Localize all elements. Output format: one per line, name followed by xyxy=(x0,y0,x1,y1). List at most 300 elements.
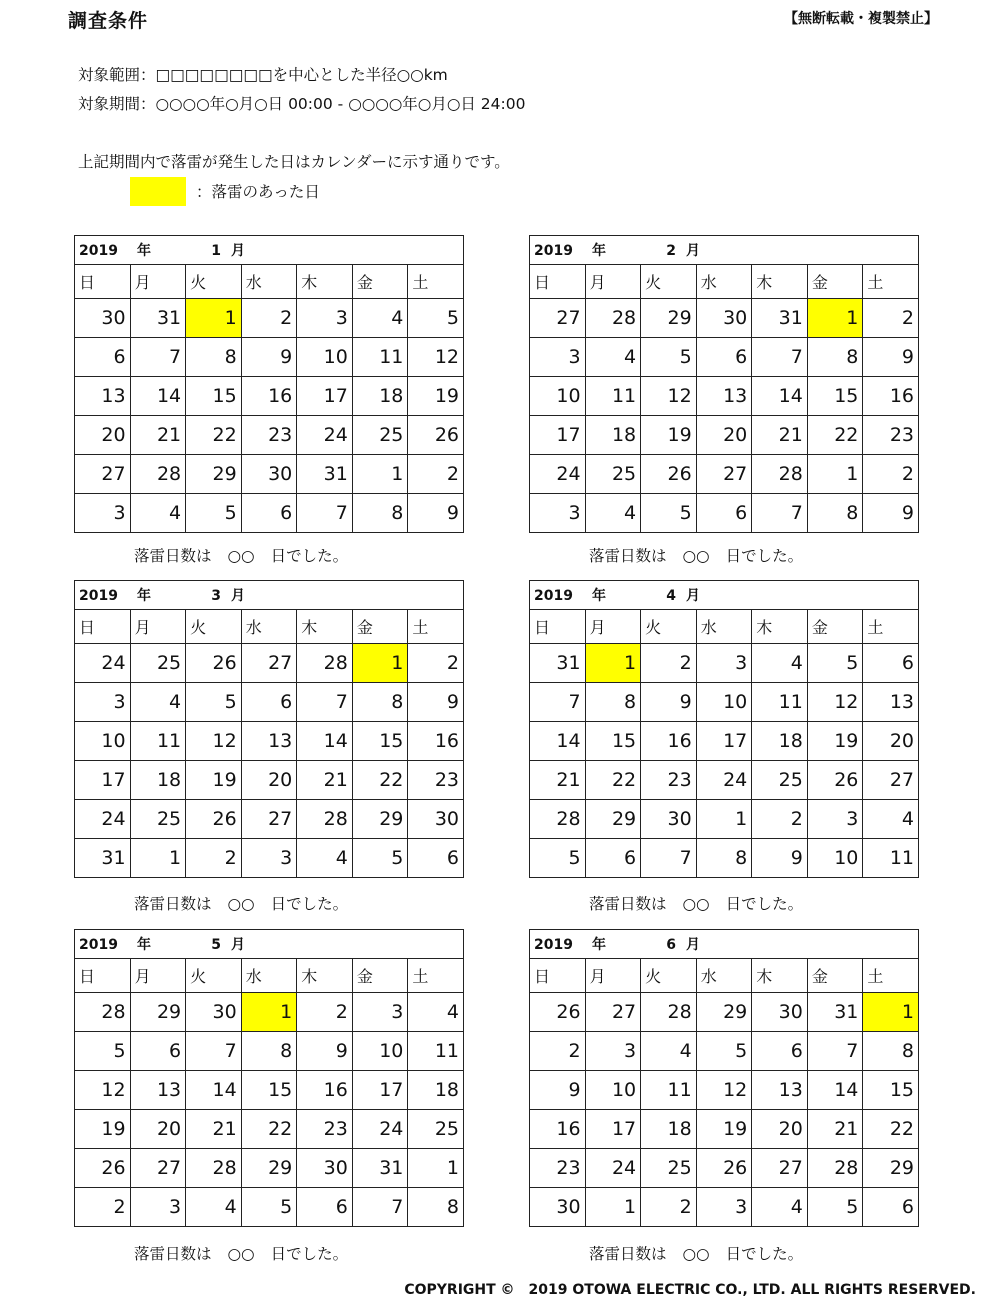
weekday-header: 木 xyxy=(752,610,808,644)
calendar-month: 2 xyxy=(666,243,676,259)
day-cell: 19 xyxy=(641,416,697,455)
day-cell: 4 xyxy=(186,1188,242,1227)
weekday-header: 日 xyxy=(75,610,131,644)
summary-suffix: 日でした。 xyxy=(270,895,349,913)
month-suffix: 月 xyxy=(231,937,245,953)
day-cell: 10 xyxy=(297,338,353,377)
day-cell: 15 xyxy=(863,1071,919,1110)
weekday-header: 木 xyxy=(297,265,353,299)
summary-prefix: 落雷日数は xyxy=(589,547,667,565)
day-cell: 6 xyxy=(408,839,464,878)
weekday-header: 水 xyxy=(696,265,752,299)
day-cell: 15 xyxy=(352,722,408,761)
year-suffix: 年 xyxy=(592,588,606,604)
day-cell: 27 xyxy=(75,455,131,494)
month-suffix: 月 xyxy=(231,243,245,259)
day-cell: 5 xyxy=(641,494,697,533)
lightning-days-summary xyxy=(134,892,348,914)
day-cell: 16 xyxy=(408,722,464,761)
day-cell: 13 xyxy=(696,377,752,416)
month-calendar xyxy=(74,580,464,878)
day-cell: 30 xyxy=(408,800,464,839)
weekday-header: 月 xyxy=(585,265,641,299)
day-cell: 22 xyxy=(863,1110,919,1149)
day-cell: 9 xyxy=(863,494,919,533)
day-cell: 28 xyxy=(297,800,353,839)
day-cell: 23 xyxy=(241,416,297,455)
calendar-year: 2019 xyxy=(534,937,573,953)
day-cell: 10 xyxy=(352,1032,408,1071)
day-cell: 17 xyxy=(352,1071,408,1110)
weekday-header: 火 xyxy=(186,265,242,299)
day-cell: 12 xyxy=(186,722,242,761)
day-cell: 30 xyxy=(641,800,697,839)
weekday-header: 金 xyxy=(352,959,408,993)
day-cell: 5 xyxy=(807,644,863,683)
month-suffix: 月 xyxy=(686,243,700,259)
day-cell: 14 xyxy=(130,377,186,416)
month-calendar xyxy=(529,235,919,533)
day-cell: 2 xyxy=(530,1032,586,1071)
day-cell: 5 xyxy=(186,494,242,533)
day-cell: 18 xyxy=(752,722,808,761)
day-cell: 3 xyxy=(75,683,131,722)
day-cell: 12 xyxy=(696,1071,752,1110)
summary-suffix: 日でした。 xyxy=(725,1245,804,1263)
day-cell: 16 xyxy=(297,1071,353,1110)
day-cell: 4 xyxy=(752,1188,808,1227)
lightning-day-cell: 1 xyxy=(241,993,297,1032)
day-cell: 19 xyxy=(696,1110,752,1149)
day-cell: 7 xyxy=(752,338,808,377)
day-cell: 8 xyxy=(186,338,242,377)
day-cell: 26 xyxy=(641,455,697,494)
day-cell: 16 xyxy=(530,1110,586,1149)
calendar-title xyxy=(75,581,464,610)
day-cell: 2 xyxy=(408,644,464,683)
day-cell: 5 xyxy=(807,1188,863,1227)
calendar-table xyxy=(529,929,919,1227)
day-cell: 23 xyxy=(297,1110,353,1149)
day-cell: 15 xyxy=(241,1071,297,1110)
day-cell: 6 xyxy=(585,839,641,878)
day-cell: 24 xyxy=(530,455,586,494)
day-cell: 8 xyxy=(585,683,641,722)
day-cell: 23 xyxy=(641,761,697,800)
day-cell: 30 xyxy=(297,1149,353,1188)
day-cell: 5 xyxy=(241,1188,297,1227)
calendar-month: 3 xyxy=(211,588,221,604)
day-cell: 21 xyxy=(752,416,808,455)
day-cell: 21 xyxy=(130,416,186,455)
day-cell: 1 xyxy=(585,1188,641,1227)
day-cell: 6 xyxy=(130,1032,186,1071)
day-cell: 8 xyxy=(352,494,408,533)
weekday-header: 水 xyxy=(696,959,752,993)
lightning-day-cell: 1 xyxy=(863,993,919,1032)
weekday-header: 木 xyxy=(297,959,353,993)
day-cell: 18 xyxy=(641,1110,697,1149)
day-cell: 26 xyxy=(186,800,242,839)
day-cell: 2 xyxy=(752,800,808,839)
day-cell: 26 xyxy=(530,993,586,1032)
day-cell: 5 xyxy=(352,839,408,878)
day-cell: 18 xyxy=(408,1071,464,1110)
day-cell: 21 xyxy=(530,761,586,800)
weekday-header: 金 xyxy=(807,265,863,299)
day-cell: 20 xyxy=(241,761,297,800)
day-cell: 7 xyxy=(641,839,697,878)
day-cell: 6 xyxy=(297,1188,353,1227)
calendar-month: 4 xyxy=(666,588,676,604)
day-cell: 28 xyxy=(530,800,586,839)
day-cell: 13 xyxy=(752,1071,808,1110)
month-suffix: 月 xyxy=(686,937,700,953)
day-cell: 12 xyxy=(807,683,863,722)
calendar-title xyxy=(75,930,464,959)
day-cell: 24 xyxy=(75,800,131,839)
day-cell: 8 xyxy=(241,1032,297,1071)
summary-prefix: 落雷日数は xyxy=(134,1245,212,1263)
day-cell: 6 xyxy=(696,338,752,377)
lightning-days-summary xyxy=(134,544,348,566)
day-cell: 28 xyxy=(130,455,186,494)
day-cell: 3 xyxy=(352,993,408,1032)
day-cell: 29 xyxy=(585,800,641,839)
summary-prefix: 落雷日数は xyxy=(134,547,212,565)
day-cell: 9 xyxy=(752,839,808,878)
day-cell: 25 xyxy=(752,761,808,800)
year-suffix: 年 xyxy=(137,588,151,604)
day-cell: 15 xyxy=(585,722,641,761)
day-cell: 4 xyxy=(352,299,408,338)
lightning-days-summary xyxy=(134,1242,348,1264)
weekday-header: 木 xyxy=(752,959,808,993)
day-cell: 4 xyxy=(752,644,808,683)
day-cell: 22 xyxy=(352,761,408,800)
day-cell: 14 xyxy=(297,722,353,761)
day-cell: 5 xyxy=(75,1032,131,1071)
day-cell: 25 xyxy=(408,1110,464,1149)
day-cell: 13 xyxy=(130,1071,186,1110)
day-cell: 2 xyxy=(297,993,353,1032)
weekday-header: 土 xyxy=(863,959,919,993)
day-cell: 24 xyxy=(352,1110,408,1149)
day-cell: 28 xyxy=(297,644,353,683)
calendar-table xyxy=(529,580,919,878)
day-cell: 13 xyxy=(863,683,919,722)
target-range: 対象範囲：□□□□□□□□を中心とした半径○○km xyxy=(78,66,448,84)
day-cell: 8 xyxy=(807,494,863,533)
calendar-year: 2019 xyxy=(79,937,118,953)
copyright-notice: COPYRIGHT © 2019 OTOWA ELECTRIC CO., LTD. ALL RIGHTS RESERVED. xyxy=(404,1282,976,1298)
day-cell: 20 xyxy=(752,1110,808,1149)
lightning-days-summary xyxy=(589,1242,803,1264)
day-cell: 3 xyxy=(297,299,353,338)
day-cell: 1 xyxy=(352,455,408,494)
day-cell: 29 xyxy=(863,1149,919,1188)
month-calendar xyxy=(529,929,919,1227)
weekday-header: 水 xyxy=(241,959,297,993)
day-cell: 2 xyxy=(863,455,919,494)
calendar-title xyxy=(530,930,919,959)
day-cell: 3 xyxy=(530,494,586,533)
day-cell: 11 xyxy=(641,1071,697,1110)
weekday-header: 木 xyxy=(297,610,353,644)
day-cell: 14 xyxy=(752,377,808,416)
day-cell: 9 xyxy=(297,1032,353,1071)
day-cell: 9 xyxy=(241,338,297,377)
day-cell: 2 xyxy=(641,644,697,683)
day-cell: 3 xyxy=(585,1032,641,1071)
year-suffix: 年 xyxy=(592,243,606,259)
weekday-header: 火 xyxy=(641,265,697,299)
day-cell: 3 xyxy=(241,839,297,878)
day-cell: 25 xyxy=(352,416,408,455)
day-cell: 31 xyxy=(530,644,586,683)
day-cell: 13 xyxy=(241,722,297,761)
day-cell: 29 xyxy=(696,993,752,1032)
day-cell: 19 xyxy=(807,722,863,761)
day-cell: 24 xyxy=(75,644,131,683)
day-cell: 11 xyxy=(352,338,408,377)
day-cell: 28 xyxy=(752,455,808,494)
day-cell: 10 xyxy=(75,722,131,761)
day-cell: 11 xyxy=(863,839,919,878)
day-cell: 5 xyxy=(641,338,697,377)
lightning-day-cell: 1 xyxy=(585,644,641,683)
month-suffix: 月 xyxy=(686,588,700,604)
day-cell: 17 xyxy=(530,416,586,455)
summary-suffix: 日でした。 xyxy=(725,895,804,913)
day-cell: 11 xyxy=(585,377,641,416)
day-cell: 12 xyxy=(408,338,464,377)
day-cell: 7 xyxy=(297,494,353,533)
target-period: 対象期間：○○○○年○月○日 00:00 - ○○○○年○月○日 24:00 xyxy=(78,95,526,113)
day-cell: 15 xyxy=(807,377,863,416)
day-cell: 24 xyxy=(696,761,752,800)
weekday-header: 水 xyxy=(696,610,752,644)
day-cell: 23 xyxy=(530,1149,586,1188)
calendar-table xyxy=(74,580,464,878)
day-cell: 3 xyxy=(130,1188,186,1227)
day-cell: 3 xyxy=(807,800,863,839)
weekday-header: 日 xyxy=(75,959,131,993)
day-cell: 3 xyxy=(696,1188,752,1227)
day-cell: 4 xyxy=(863,800,919,839)
day-cell: 27 xyxy=(241,644,297,683)
weekday-header: 木 xyxy=(752,265,808,299)
weekday-header: 金 xyxy=(352,610,408,644)
day-cell: 8 xyxy=(408,1188,464,1227)
day-cell: 17 xyxy=(75,761,131,800)
day-cell: 4 xyxy=(585,494,641,533)
day-cell: 4 xyxy=(130,683,186,722)
calendar-table xyxy=(529,235,919,533)
day-cell: 15 xyxy=(186,377,242,416)
month-calendar xyxy=(74,235,464,533)
weekday-header: 火 xyxy=(186,610,242,644)
weekday-header: 土 xyxy=(408,959,464,993)
weekday-header: 火 xyxy=(641,959,697,993)
lightning-day-cell: 1 xyxy=(807,299,863,338)
day-cell: 4 xyxy=(585,338,641,377)
day-cell: 6 xyxy=(696,494,752,533)
day-cell: 22 xyxy=(585,761,641,800)
calendar-table xyxy=(74,235,464,533)
summary-prefix: 落雷日数は xyxy=(589,1245,667,1263)
day-cell: 21 xyxy=(297,761,353,800)
day-cell: 25 xyxy=(130,800,186,839)
day-cell: 27 xyxy=(241,800,297,839)
day-cell: 28 xyxy=(641,993,697,1032)
weekday-header: 火 xyxy=(186,959,242,993)
weekday-header: 月 xyxy=(130,265,186,299)
weekday-header: 日 xyxy=(75,265,131,299)
day-cell: 4 xyxy=(641,1032,697,1071)
day-cell: 29 xyxy=(352,800,408,839)
year-suffix: 年 xyxy=(137,937,151,953)
page-title: 調査条件 xyxy=(68,10,149,32)
day-cell: 2 xyxy=(186,839,242,878)
day-cell: 1 xyxy=(696,800,752,839)
day-cell: 30 xyxy=(530,1188,586,1227)
day-cell: 16 xyxy=(863,377,919,416)
day-cell: 31 xyxy=(752,299,808,338)
weekday-header: 日 xyxy=(530,610,586,644)
day-cell: 7 xyxy=(130,338,186,377)
day-cell: 17 xyxy=(696,722,752,761)
day-cell: 3 xyxy=(696,644,752,683)
day-cell: 29 xyxy=(641,299,697,338)
day-cell: 27 xyxy=(130,1149,186,1188)
day-cell: 31 xyxy=(352,1149,408,1188)
weekday-header: 土 xyxy=(863,610,919,644)
day-cell: 24 xyxy=(585,1149,641,1188)
weekday-header: 金 xyxy=(352,265,408,299)
weekday-header: 月 xyxy=(585,610,641,644)
weekday-header: 土 xyxy=(408,265,464,299)
day-cell: 26 xyxy=(807,761,863,800)
day-cell: 17 xyxy=(585,1110,641,1149)
calendar-title xyxy=(530,581,919,610)
calendar-year: 2019 xyxy=(534,243,573,259)
no-reproduction-notice: 【無断転載・複製禁止】 xyxy=(784,11,938,27)
day-cell: 18 xyxy=(352,377,408,416)
day-cell: 28 xyxy=(807,1149,863,1188)
calendar-title xyxy=(75,236,464,265)
day-cell: 12 xyxy=(75,1071,131,1110)
day-cell: 8 xyxy=(863,1032,919,1071)
summary-count: ○○ xyxy=(227,895,255,913)
intro-text: 上記期間内で落雷が発生した日はカレンダーに示す通りです。 xyxy=(78,153,510,171)
day-cell: 5 xyxy=(186,683,242,722)
weekday-header: 日 xyxy=(530,265,586,299)
calendar-title xyxy=(530,236,919,265)
summary-count: ○○ xyxy=(227,547,255,565)
summary-suffix: 日でした。 xyxy=(270,1245,349,1263)
day-cell: 8 xyxy=(352,683,408,722)
day-cell: 1 xyxy=(807,455,863,494)
day-cell: 14 xyxy=(186,1071,242,1110)
calendar-year: 2019 xyxy=(534,588,573,604)
day-cell: 19 xyxy=(408,377,464,416)
day-cell: 26 xyxy=(186,644,242,683)
month-calendar xyxy=(74,929,464,1227)
day-cell: 30 xyxy=(75,299,131,338)
month-suffix: 月 xyxy=(231,588,245,604)
day-cell: 3 xyxy=(75,494,131,533)
summary-suffix: 日でした。 xyxy=(270,547,349,565)
legend-swatch xyxy=(130,177,186,206)
day-cell: 6 xyxy=(241,494,297,533)
day-cell: 16 xyxy=(241,377,297,416)
day-cell: 30 xyxy=(752,993,808,1032)
day-cell: 4 xyxy=(408,993,464,1032)
day-cell: 26 xyxy=(75,1149,131,1188)
day-cell: 17 xyxy=(297,377,353,416)
weekday-header: 金 xyxy=(807,959,863,993)
day-cell: 11 xyxy=(130,722,186,761)
day-cell: 4 xyxy=(297,839,353,878)
day-cell: 16 xyxy=(641,722,697,761)
summary-prefix: 落雷日数は xyxy=(134,895,212,913)
day-cell: 23 xyxy=(408,761,464,800)
summary-prefix: 落雷日数は xyxy=(589,895,667,913)
legend-label: ：落雷のあった日 xyxy=(196,183,320,201)
day-cell: 7 xyxy=(807,1032,863,1071)
day-cell: 25 xyxy=(130,644,186,683)
summary-count: ○○ xyxy=(682,895,710,913)
day-cell: 27 xyxy=(752,1149,808,1188)
weekday-header: 金 xyxy=(807,610,863,644)
day-cell: 7 xyxy=(752,494,808,533)
lightning-day-cell: 1 xyxy=(352,644,408,683)
day-cell: 22 xyxy=(241,1110,297,1149)
day-cell: 27 xyxy=(585,993,641,1032)
day-cell: 21 xyxy=(807,1110,863,1149)
summary-count: ○○ xyxy=(682,1245,710,1263)
lightning-days-summary xyxy=(589,544,803,566)
day-cell: 9 xyxy=(863,338,919,377)
day-cell: 18 xyxy=(585,416,641,455)
day-cell: 9 xyxy=(408,683,464,722)
day-cell: 6 xyxy=(752,1032,808,1071)
day-cell: 31 xyxy=(807,993,863,1032)
weekday-header: 水 xyxy=(241,265,297,299)
day-cell: 6 xyxy=(863,1188,919,1227)
calendar-year: 2019 xyxy=(79,588,118,604)
summary-count: ○○ xyxy=(682,547,710,565)
day-cell: 6 xyxy=(863,644,919,683)
day-cell: 21 xyxy=(186,1110,242,1149)
day-cell: 19 xyxy=(186,761,242,800)
day-cell: 9 xyxy=(530,1071,586,1110)
day-cell: 9 xyxy=(641,683,697,722)
day-cell: 12 xyxy=(641,377,697,416)
day-cell: 1 xyxy=(408,1149,464,1188)
day-cell: 25 xyxy=(585,455,641,494)
day-cell: 11 xyxy=(752,683,808,722)
day-cell: 2 xyxy=(641,1188,697,1227)
day-cell: 28 xyxy=(186,1149,242,1188)
day-cell: 13 xyxy=(75,377,131,416)
day-cell: 7 xyxy=(530,683,586,722)
day-cell: 22 xyxy=(186,416,242,455)
day-cell: 19 xyxy=(75,1110,131,1149)
weekday-header: 水 xyxy=(241,610,297,644)
calendar-month: 5 xyxy=(211,937,221,953)
